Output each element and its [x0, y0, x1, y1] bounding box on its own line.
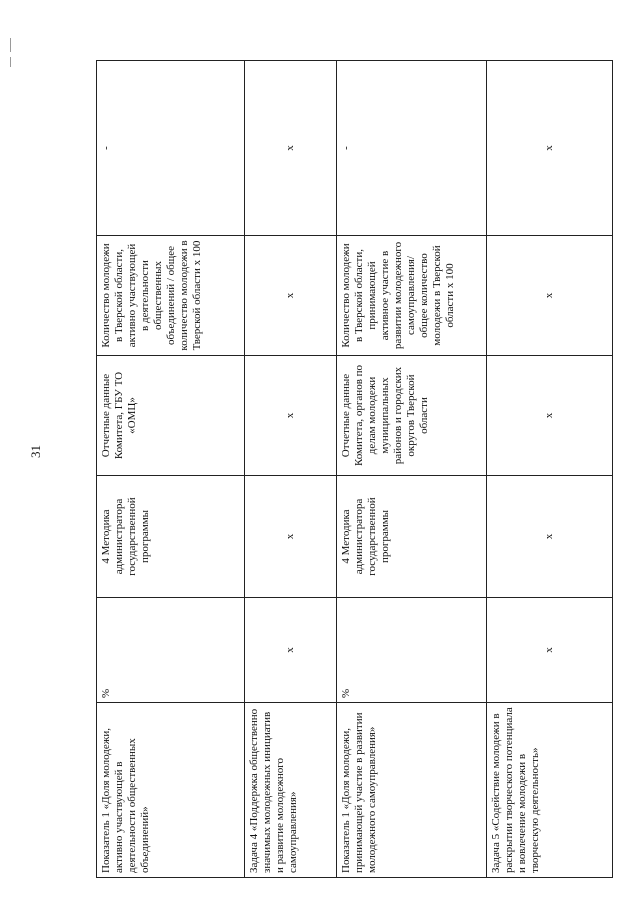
table-row: [487, 61, 613, 878]
table-cell: х: [487, 61, 613, 236]
table-cell: %: [337, 598, 487, 703]
table-cell: Показатель 1 «Доля молодежи, активно участвующей в деятельности общественных объединений»: [97, 703, 245, 878]
table-cell: х: [245, 598, 337, 703]
table-cell: -: [337, 61, 487, 236]
table-cell: -: [97, 61, 245, 236]
table-row: [337, 61, 487, 878]
table-cell: х: [245, 356, 337, 476]
table-cell: Задача 4 «Поддержка общественно значимых молодежных инициатив и развитие молодежного самоуправления»: [245, 703, 337, 878]
table-cell: Отчетные данные Комитета, ГБУ ТО «ОМЦ»: [97, 356, 245, 476]
table-cell: Количество молодежи в Тверской области, принимающей активное участие в развитии молодежного самоуправления/ общее количество молодежи в Тверской области х 100: [337, 236, 487, 356]
table-cell: х: [487, 598, 613, 703]
table-cell: х: [245, 236, 337, 356]
margin-mark: [10, 57, 11, 67]
table-cell: 4 Методика администратора государственной программы: [337, 476, 487, 598]
table-row: [97, 61, 245, 878]
table-cell: Задача 5 «Содействие молодежи в раскрытии творческого потенциала и вовлечение молодежи в творческую деятельность»: [487, 703, 613, 878]
table-cell: 4 Методика администратора государственной программы: [97, 476, 245, 598]
indicators-table: [96, 60, 613, 878]
table-cell: Отчетные данные Комитета, органов по делам молодежи муниципальных районов и городских округов Тверской области: [337, 356, 487, 476]
table-cell: Показатель 1 «Доля молодежи, принимающей участие в развитии молодежного самоуправления»: [337, 703, 487, 878]
table-cell: х: [245, 61, 337, 236]
table-cell: %: [97, 598, 245, 703]
table-cell: х: [487, 236, 613, 356]
table-cell: х: [487, 476, 613, 598]
table-row: [245, 61, 337, 878]
table-cell: х: [245, 476, 337, 598]
margin-mark: [10, 38, 11, 52]
page-number: 31: [28, 445, 43, 458]
rotated-table-wrapper: [96, 61, 612, 878]
table-cell: Количество молодежи в Тверской области, активно участвующей в деятельности общественных объединений / общее количество молодежи в Тверской области х 100: [97, 236, 245, 356]
table-cell: х: [487, 356, 613, 476]
